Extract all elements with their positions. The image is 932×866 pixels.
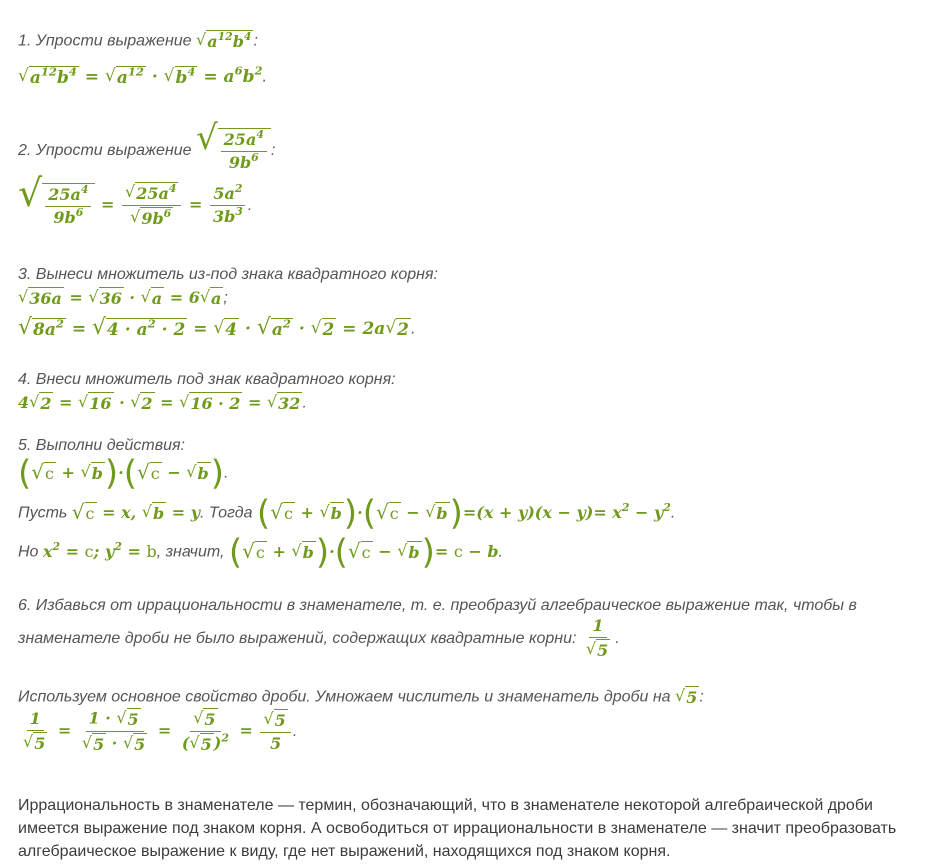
math-expression: √ $\frac{25a^4}{9b^6}$ xyxy=(196,140,271,159)
item-6-heading: 6. Избавься от иррациональности в знаменателе, т. е. преобразуй алгебраическое выражение так, чтобы в xyxy=(18,597,857,614)
item-6-solution: 1 √ 5 = 1 · √ 5 √ 5 · √ 5 = √ 5 ( √ 5 )$^2$ = √ 5 5 . xyxy=(23,708,298,754)
item-4-solution: 4 √ 2 = √ 16 · √ 2 = √ 16 · 2 = √ 32 . xyxy=(18,392,307,413)
item-3-solution-b: √ $8a^2$ = √ $4 \cdot a^2 \cdot 2$ = √ 4 · √ $a^2$ · √ 2 = 2a √ 2 . xyxy=(18,315,416,340)
item-4-heading: 4. Внеси множитель под знак квадратного корня: xyxy=(18,371,396,388)
item-5-conclusion-line: Но $x^2 = c$; $y^2 = b$, значит, ( √ c + √ b )·( √ c − √ b )= c − b. xyxy=(18,532,503,572)
item-5-heading: 5. Выполни действия: xyxy=(18,437,185,454)
item-1-solution: √ $a^{12}b^4$ = √ $a^{12}$ · √ $b^4$ = $a^6b^2$. xyxy=(18,63,268,88)
item-3-solution-a: √ 36a = √ 36 · √ a = 6 √ a ; xyxy=(18,287,228,308)
item-5-let-line: Пусть √ c = x, √ b = y. Тогда ( √ c + √ b )·( √ c − √ b )$=(x + y)(x - y)= x^2 - y^2$. xyxy=(18,493,676,533)
item-6-method: Используем основное свойство дроби. Умножаем числитель и знаменатель дроби на √ 5 : xyxy=(18,686,704,707)
conclusion-paragraph: Иррациональность в знаменателе — термин, обозначающий, что в знаменателе некоторой алгебраической дроби имеется выражение под знаком корня. А освободиться от иррациональности в знаменателе — значит преобразовать алгебраическое выражение к виду, где нет выражений, находящихся под знаком корня. xyxy=(18,797,897,860)
item-5-expression: ( √ c + √ b )·( √ c − √ b ). xyxy=(18,453,229,493)
item-2-solution: √ $\frac{25a^4}{9b^6}$ = √ $25a^4$ √ $9b^6$ = $\frac{5a^2}{3b^3}$ . xyxy=(18,171,253,228)
item-2-heading: 2. Упрости выражение √ $\frac{25a^4}{9b^6}$ : xyxy=(18,118,276,172)
item-3-heading: 3. Вынеси множитель из-под знака квадратного корня: xyxy=(18,266,438,283)
item-1-heading: 1. Упрости выражение √ $a^{12}b^4$ : xyxy=(18,29,258,51)
math-expression: √ $a^{12}b^4$ xyxy=(196,29,252,51)
item-6-heading-cont: знаменателе дроби не было выражений, содержащих квадратные корни: 1 √ 5 . xyxy=(18,616,620,660)
